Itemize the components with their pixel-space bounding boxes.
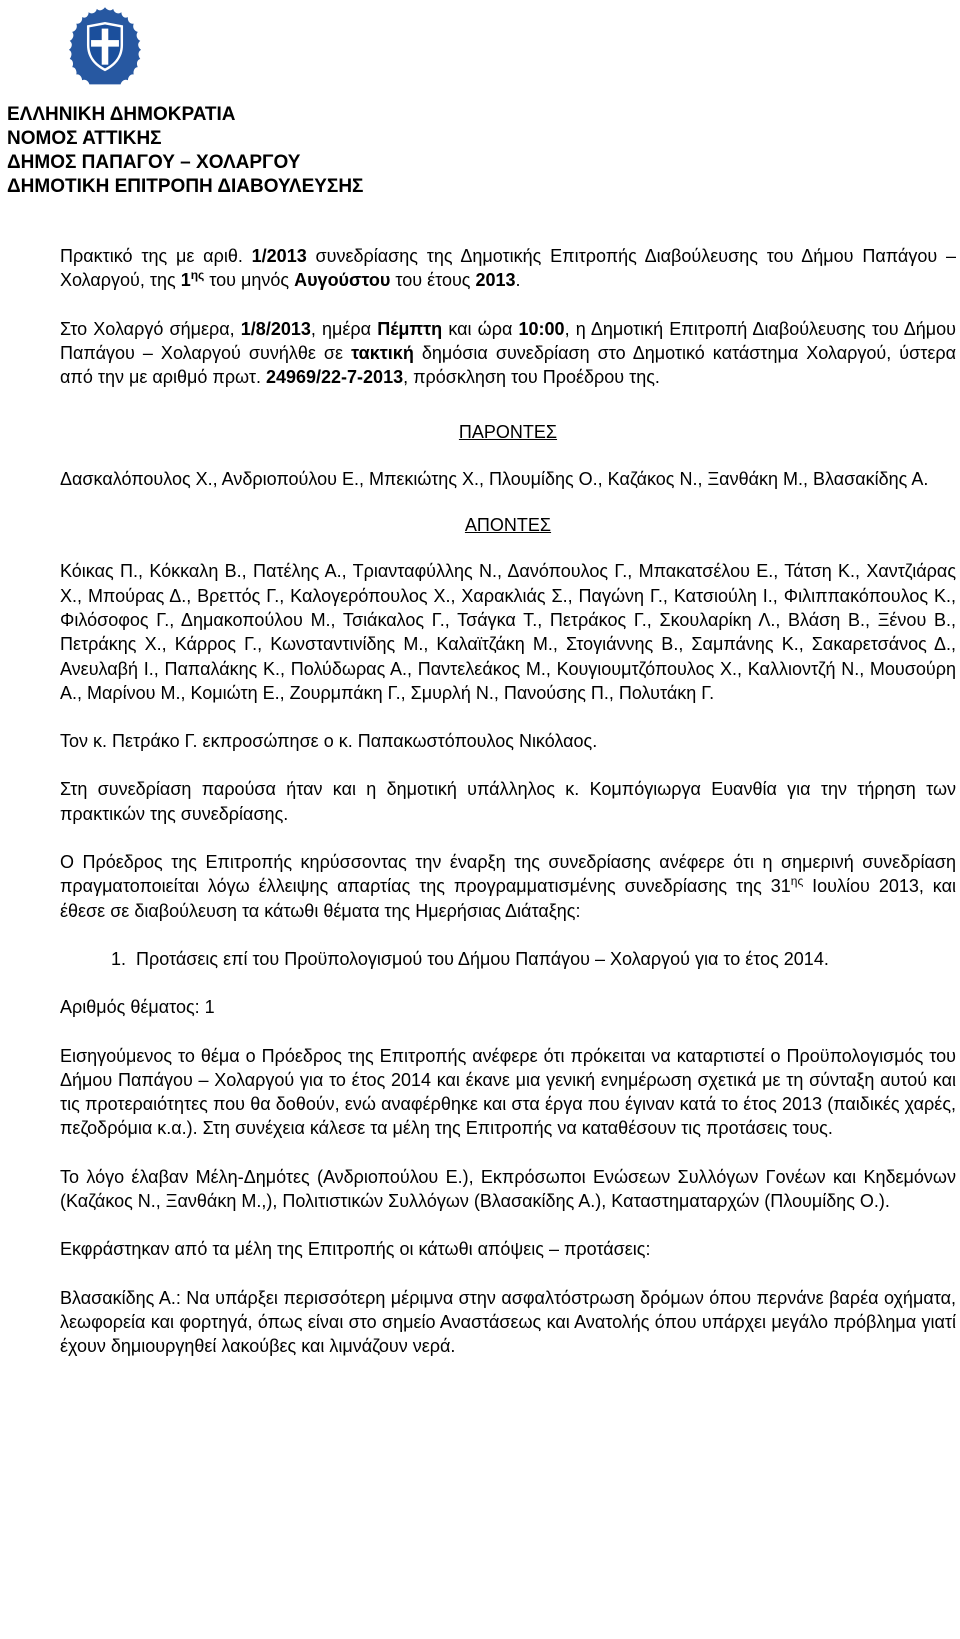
header-line-committee: ΔΗΜΟΤΙΚΗ ΕΠΙΤΡΟΠΗ ΔΙΑΒΟΥΛΕΥΣΗΣ (7, 176, 364, 197)
header-line-republic: ΕΛΛΗΝΙΚΗ ΔΗΜΟΚΡΑΤΙΑ (7, 104, 236, 125)
present-heading: ΠΑΡΟΝΤΕΣ (458, 422, 558, 443)
minutes-month: Αυγούστου (294, 270, 391, 291)
header-line-prefecture: ΝΟΜΟΣ ΑΤΤΙΚΗΣ (7, 128, 162, 149)
absent-names: Κόικας Π., Κόκκαλη Β., Πατέλης Α., Τριανταφύλλης Ν., Δανόπουλος Γ., Μπακατσέλου Ε., Τάτση Κ., Χαντζιάρας Χ., Μπούρας Δ., Βρεττός Γ., Καλογερόπουλος Χ., Χαρακλιάς Σ., Παγώνη Γ., Κατσιούλη Ι., Φιλιππακόπουλος Κ., Φιλόσοφος Γ., Δημακοπούλου Μ., Τσιάκαλος Γ., Τσάγκα Τ., Πετράκος Γ., Σκουλαρίκη Λ., Βλάση Β., Ξένου Β., Πετράκης Χ., Κάρρος Γ., Κωνσταντινίδης Μ., Καλαϊτζάκη Μ., Στογιάννης Β., Σαμπάνης Κ., Σακαρετσάνος Δ., Ανευλαβή Ι., Παπαλάκης Κ., Πολύδωρας Α., Παντελεάκος Μ., Κουγιουμτζόπουλος Χ., Καλλιοντζή Ν., Μουσούρη Α., Μαρίνου Μ., Κομιώτη Ε., Ζουρμπάκη Γ., Σμυρλή Ν., Πανούσης Π., Πολυτάκη Γ. (60, 561, 956, 703)
absent-heading: ΑΠΟΝΤΕΣ (464, 515, 552, 536)
document-header (7, 103, 363, 199)
employee-paragraph: Στη συνεδρίαση παρούσα ήταν και η δημοτική υπάλληλος κ. Κομπόγιωργα Ευανθία για την τήρηση των πρακτικών της συνεδρίασης. (60, 779, 956, 824)
minutes-year: 2013 (475, 270, 516, 291)
present-names: Δασκαλόπουλος Χ., Ανδριοπούλου Ε., Μπεκιώτης Χ., Πλουμίδης Ο., Καζάκος Ν., Ξανθάκη Μ., Βλασακίδης Α. (60, 468, 929, 489)
meeting-date: 1/8/2013 (240, 318, 311, 339)
header-line-municipality: ΔΗΜΟΣ ΠΑΠΑΓΟΥ – ΧΟΛΑΡΓΟΥ (7, 152, 301, 173)
minutes-number: 1/2013 (251, 246, 307, 266)
document-body (60, 244, 956, 1359)
meeting-paragraph: Στο Χολαργό σήμερα, 1/8/2013, ημέρα Πέμπτη και ώρα 10:00, η Δημοτική Επιτροπή Διαβούλευσης του Δήμου Παπάγου – Χολαργού συνήλθε σε τακτική δημόσια συνεδρίαση στο Δημοτικό κατάστημα Χολαργού, ύστερα από την με αριθμό πρωτ. 24969/22-7-2013, πρόσκληση του Προέδρου της. (60, 318, 956, 388)
view-paragraph: Βλασακίδης Α.: Να υπάρξει περισσότερη μέριμνα στην ασφαλτόστρωση δρόμων όπου περνάνε βαρέα οχήματα, λεωφορεία και φορτηγά, όπως είναι στο σημείο Αναστάσεως και Ανατολής όπου υπάρχει μεγάλο πρόβλημα γιατί έχουν δημιουργηθεί λακούβες και λιμνάζουν νερά. (60, 1287, 956, 1357)
minutes-title-paragraph: Πρακτικό της με αριθ. 1/2013 συνεδρίασης της Δημοτικής Επιτροπής Διαβούλευσης του Δήμου Παπάγου – Χολαργού, της $1^{\eta\varsigma}$ του μηνός Αυγούστου του έτους 2013. (60, 246, 956, 291)
meeting-weekday: Πέμπτη (377, 318, 443, 339)
protocol-number: 24969/22-7-2013 (265, 367, 404, 388)
meeting-time: 10:00 (518, 318, 565, 339)
agenda-item-text: Προτάσεις επί του Προϋπολογισμού του Δήμου Παπάγου – Χολαργού για το έτος 2014. (136, 948, 829, 969)
agenda-item-number: 1. (110, 948, 126, 969)
meeting-type: τακτική (351, 342, 414, 363)
topic-number: Αριθμός θέματος: 1 (60, 997, 215, 1018)
representation-paragraph: Τον κ. Πετράκο Γ. εκπροσώπησε ο κ. Παπακωστόπουλος Νικόλαος. (60, 731, 598, 752)
president-paragraph: Ο Πρόεδρος της Επιτροπής κηρύσσοντας την έναρξη της συνεδρίασης ανέφερε ότι η σημερινή συνεδρίαση πραγματοποιείται λόγω έλλειψης απαρτίας της προγραμματισμένης συνεδρίασης της $31^{\eta\varsigma}$ Ιουλίου 2013, και έθεσε σε διαβούλευση τα κάτωθι θέματα της Ημερήσιας Διάταξης: (60, 852, 956, 921)
greek-coat-of-arms-emblem (64, 4, 146, 86)
intro-paragraph: Εισηγούμενος το θέμα ο Πρόεδρος της Επιτροπής ανέφερε ότι πρόκειται να καταρτιστεί ο Προϋπολογισμός του Δήμου Παπάγου – Χολαργού για το έτος 2014 και έκανε μια γενική ενημέρωση σχετικά με τη σύνταξη αυτού και τις προτεραιότητες που θα δοθούν, ενώ αναφέρθηκε και στα έργα που έγιναν κατά το έτος 2013 (παιδικές χαρές, πεζοδρόμια κ.α.). Στη συνέχεια κάλεσε τα μέλη της Επιτροπής να καταθέσουν τις προτάσεις τους. (60, 1045, 956, 1139)
agenda-item (60, 947, 956, 971)
minutes-day: $1^{\eta\varsigma}$ (180, 268, 205, 291)
speakers-paragraph: Το λόγο έλαβαν Μέλη-Δημότες (Ανδριοπούλου Ε.), Εκπρόσωποι Ενώσεων Συλλόγων Γονέων και Κηδεμόνων (Καζάκος Ν., Ξανθάκη Μ.,), Πολιτιστικών Συλλόγων (Βλασακίδης Α.), Καταστηματαρχών (Πλουμίδης Ο.). (60, 1166, 956, 1212)
views-intro: Εκφράστηκαν από τα μέλη της Επιτροπής οι κάτωθι απόψεις – προτάσεις: (60, 1239, 651, 1260)
